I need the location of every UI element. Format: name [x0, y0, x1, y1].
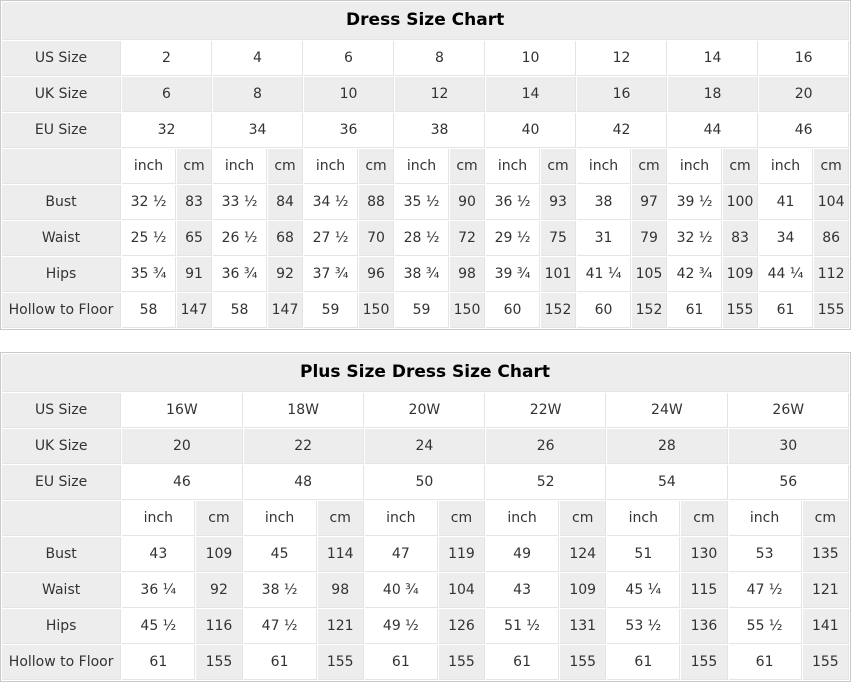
measurement-inch-cell: 53	[729, 537, 802, 572]
measurement-cm-cell: 116	[196, 609, 242, 644]
measurement-cm-cell: 121	[318, 609, 364, 644]
measurement-inch-cell: 44 ¼	[759, 257, 813, 292]
measurement-row	[2, 257, 849, 292]
measurement-inch-cell: 38	[577, 185, 631, 220]
unit-row	[2, 501, 849, 536]
dress-size-chart-table	[0, 0, 851, 330]
measurement-inch-cell: 49	[486, 537, 559, 572]
size-value-cell: 32	[122, 113, 212, 148]
measurement-cm-cell: 114	[318, 537, 364, 572]
size-value-cell: 10	[304, 77, 394, 112]
unit-inch-cell: inch	[365, 501, 438, 536]
measurement-cm-cell: 155	[318, 645, 364, 680]
unit-row-empty-cell	[2, 501, 121, 536]
row-label-cell: Hollow to Floor	[2, 293, 121, 328]
size-row	[2, 41, 849, 76]
size-value-cell: 34	[213, 113, 303, 148]
measurement-row	[2, 645, 849, 680]
size-value-cell: 20	[759, 77, 849, 112]
measurement-inch-cell: 51 ½	[486, 609, 559, 644]
unit-inch-cell: inch	[213, 149, 267, 184]
size-value-cell: 24	[365, 429, 485, 464]
measurement-inch-cell: 45 ½	[122, 609, 195, 644]
measurement-inch-cell: 41	[759, 185, 813, 220]
measurement-inch-cell: 42 ¾	[668, 257, 722, 292]
measurement-inch-cell: 51	[607, 537, 680, 572]
size-value-cell: 56	[729, 465, 849, 500]
measurement-cm-cell: 100	[723, 185, 758, 220]
size-row	[2, 77, 849, 112]
measurement-cm-cell: 126	[439, 609, 485, 644]
size-value-cell: 38	[395, 113, 485, 148]
plus-size-chart-table	[0, 352, 851, 682]
measurement-cm-cell: 155	[814, 293, 849, 328]
measurement-cm-cell: 131	[560, 609, 606, 644]
size-value-cell: 6	[304, 41, 394, 76]
measurement-cm-cell: 135	[803, 537, 849, 572]
measurement-cm-cell: 98	[450, 257, 485, 292]
unit-cm-cell: cm	[723, 149, 758, 184]
measurement-cm-cell: 155	[560, 645, 606, 680]
measurement-inch-cell: 47 ½	[729, 573, 802, 608]
measurement-cm-cell: 104	[439, 573, 485, 608]
measurement-row	[2, 221, 849, 256]
unit-cm-cell: cm	[359, 149, 394, 184]
size-value-cell: 8	[395, 41, 485, 76]
unit-cm-cell: cm	[541, 149, 576, 184]
measurement-row	[2, 537, 849, 572]
measurement-inch-cell: 55 ½	[729, 609, 802, 644]
size-value-cell: 14	[668, 41, 758, 76]
row-label-cell: Waist	[2, 221, 121, 256]
measurement-inch-cell: 61	[668, 293, 722, 328]
size-value-cell: 30	[729, 429, 849, 464]
size-value-cell: 8	[213, 77, 303, 112]
measurement-cm-cell: 112	[814, 257, 849, 292]
unit-inch-cell: inch	[577, 149, 631, 184]
measurement-inch-cell: 37 ¾	[304, 257, 358, 292]
measurement-inch-cell: 61	[759, 293, 813, 328]
unit-inch-cell: inch	[486, 501, 559, 536]
measurement-cm-cell: 119	[439, 537, 485, 572]
measurement-cm-cell: 68	[268, 221, 303, 256]
measurement-inch-cell: 43	[486, 573, 559, 608]
size-value-cell: 50	[365, 465, 485, 500]
size-value-cell: 46	[122, 465, 242, 500]
size-value-cell: 40	[486, 113, 576, 148]
measurement-cm-cell: 152	[541, 293, 576, 328]
measurement-inch-cell: 58	[122, 293, 176, 328]
measurement-inch-cell: 28 ½	[395, 221, 449, 256]
size-value-cell: 14	[486, 77, 576, 112]
measurement-cm-cell: 155	[196, 645, 242, 680]
size-value-cell: 22	[244, 429, 364, 464]
table-title: Dress Size Chart	[2, 2, 849, 40]
row-label-cell: EU Size	[2, 113, 121, 148]
unit-inch-cell: inch	[759, 149, 813, 184]
measurement-cm-cell: 97	[632, 185, 667, 220]
size-value-cell: 20W	[365, 393, 485, 428]
unit-inch-cell: inch	[395, 149, 449, 184]
size-row	[2, 113, 849, 148]
unit-row	[2, 149, 849, 184]
measurement-cm-cell: 155	[723, 293, 758, 328]
measurement-cm-cell: 124	[560, 537, 606, 572]
unit-cm-cell: cm	[450, 149, 485, 184]
size-value-cell: 42	[577, 113, 667, 148]
size-value-cell: 52	[486, 465, 606, 500]
size-value-cell: 12	[577, 41, 667, 76]
size-value-cell: 22W	[486, 393, 606, 428]
dress-size-chart-section	[0, 0, 851, 330]
row-label-cell: Bust	[2, 185, 121, 220]
measurement-cm-cell: 101	[541, 257, 576, 292]
measurement-inch-cell: 61	[365, 645, 438, 680]
size-row	[2, 393, 849, 428]
measurement-inch-cell: 27 ½	[304, 221, 358, 256]
unit-inch-cell: inch	[486, 149, 540, 184]
measurement-inch-cell: 47	[365, 537, 438, 572]
measurement-cm-cell: 155	[681, 645, 727, 680]
unit-inch-cell: inch	[668, 149, 722, 184]
measurement-cm-cell: 104	[814, 185, 849, 220]
measurement-inch-cell: 31	[577, 221, 631, 256]
measurement-inch-cell: 29 ½	[486, 221, 540, 256]
measurement-inch-cell: 61	[729, 645, 802, 680]
measurement-inch-cell: 53 ½	[607, 609, 680, 644]
unit-inch-cell: inch	[607, 501, 680, 536]
measurement-inch-cell: 45 ¼	[607, 573, 680, 608]
measurement-inch-cell: 58	[213, 293, 267, 328]
measurement-inch-cell: 40 ¾	[365, 573, 438, 608]
measurement-cm-cell: 147	[268, 293, 303, 328]
unit-inch-cell: inch	[122, 149, 176, 184]
measurement-cm-cell: 105	[632, 257, 667, 292]
size-value-cell: 46	[759, 113, 849, 148]
unit-inch-cell: inch	[729, 501, 802, 536]
measurement-cm-cell: 65	[177, 221, 212, 256]
size-row	[2, 465, 849, 500]
measurement-cm-cell: 109	[723, 257, 758, 292]
size-value-cell: 54	[607, 465, 727, 500]
measurement-cm-cell: 147	[177, 293, 212, 328]
measurement-cm-cell: 93	[541, 185, 576, 220]
measurement-row	[2, 293, 849, 328]
table-title: Plus Size Dress Size Chart	[2, 354, 849, 392]
measurement-cm-cell: 88	[359, 185, 394, 220]
row-label-cell: Hollow to Floor	[2, 645, 121, 680]
size-value-cell: 10	[486, 41, 576, 76]
measurement-cm-cell: 92	[196, 573, 242, 608]
size-value-cell: 20	[122, 429, 242, 464]
measurement-inch-cell: 61	[486, 645, 559, 680]
measurement-inch-cell: 35 ½	[395, 185, 449, 220]
measurement-inch-cell: 59	[395, 293, 449, 328]
measurement-cm-cell: 136	[681, 609, 727, 644]
measurement-inch-cell: 38 ¾	[395, 257, 449, 292]
size-value-cell: 12	[395, 77, 485, 112]
measurement-inch-cell: 26 ½	[213, 221, 267, 256]
measurement-cm-cell: 83	[723, 221, 758, 256]
measurement-row	[2, 573, 849, 608]
measurement-inch-cell: 49 ½	[365, 609, 438, 644]
measurement-row	[2, 609, 849, 644]
row-label-cell: UK Size	[2, 429, 121, 464]
size-row	[2, 429, 849, 464]
measurement-inch-cell: 36 ¾	[213, 257, 267, 292]
measurement-cm-cell: 141	[803, 609, 849, 644]
row-label-cell: US Size	[2, 393, 121, 428]
unit-cm-cell: cm	[196, 501, 242, 536]
measurement-cm-cell: 86	[814, 221, 849, 256]
size-value-cell: 16	[759, 41, 849, 76]
row-label-cell: Waist	[2, 573, 121, 608]
measurement-inch-cell: 36 ½	[486, 185, 540, 220]
measurement-cm-cell: 91	[177, 257, 212, 292]
measurement-cm-cell: 90	[450, 185, 485, 220]
unit-cm-cell: cm	[803, 501, 849, 536]
unit-cm-cell: cm	[177, 149, 212, 184]
row-label-cell: US Size	[2, 41, 121, 76]
measurement-inch-cell: 35 ¾	[122, 257, 176, 292]
unit-row-empty-cell	[2, 149, 121, 184]
measurement-inch-cell: 41 ¼	[577, 257, 631, 292]
size-value-cell: 44	[668, 113, 758, 148]
size-value-cell: 26	[486, 429, 606, 464]
size-value-cell: 28	[607, 429, 727, 464]
measurement-inch-cell: 32 ½	[668, 221, 722, 256]
measurement-cm-cell: 72	[450, 221, 485, 256]
measurement-inch-cell: 38 ½	[244, 573, 317, 608]
measurement-inch-cell: 60	[486, 293, 540, 328]
row-label-cell: EU Size	[2, 465, 121, 500]
row-label-cell: Hips	[2, 257, 121, 292]
row-label-cell: Hips	[2, 609, 121, 644]
unit-cm-cell: cm	[560, 501, 606, 536]
measurement-row	[2, 185, 849, 220]
measurement-inch-cell: 60	[577, 293, 631, 328]
size-value-cell: 16W	[122, 393, 242, 428]
measurement-inch-cell: 25 ½	[122, 221, 176, 256]
size-value-cell: 18	[668, 77, 758, 112]
row-label-cell: Bust	[2, 537, 121, 572]
measurement-cm-cell: 75	[541, 221, 576, 256]
measurement-cm-cell: 84	[268, 185, 303, 220]
measurement-inch-cell: 61	[244, 645, 317, 680]
unit-cm-cell: cm	[268, 149, 303, 184]
measurement-inch-cell: 36 ¼	[122, 573, 195, 608]
table-title-row	[2, 2, 849, 40]
measurement-cm-cell: 70	[359, 221, 394, 256]
measurement-cm-cell: 115	[681, 573, 727, 608]
measurement-cm-cell: 152	[632, 293, 667, 328]
size-value-cell: 36	[304, 113, 394, 148]
measurement-cm-cell: 92	[268, 257, 303, 292]
size-value-cell: 18W	[244, 393, 364, 428]
measurement-inch-cell: 34 ½	[304, 185, 358, 220]
measurement-cm-cell: 130	[681, 537, 727, 572]
measurement-cm-cell: 150	[450, 293, 485, 328]
measurement-cm-cell: 109	[196, 537, 242, 572]
measurement-cm-cell: 155	[439, 645, 485, 680]
unit-inch-cell: inch	[244, 501, 317, 536]
measurement-cm-cell: 98	[318, 573, 364, 608]
unit-cm-cell: cm	[439, 501, 485, 536]
measurement-inch-cell: 39 ¾	[486, 257, 540, 292]
measurement-inch-cell: 61	[122, 645, 195, 680]
table-title-row	[2, 354, 849, 392]
measurement-inch-cell: 43	[122, 537, 195, 572]
measurement-cm-cell: 121	[803, 573, 849, 608]
unit-cm-cell: cm	[681, 501, 727, 536]
unit-cm-cell: cm	[814, 149, 849, 184]
measurement-inch-cell: 32 ½	[122, 185, 176, 220]
measurement-cm-cell: 150	[359, 293, 394, 328]
plus-size-chart-section	[0, 352, 851, 682]
measurement-inch-cell: 61	[607, 645, 680, 680]
size-value-cell: 6	[122, 77, 212, 112]
size-value-cell: 24W	[607, 393, 727, 428]
measurement-inch-cell: 33 ½	[213, 185, 267, 220]
measurement-inch-cell: 59	[304, 293, 358, 328]
size-value-cell: 48	[244, 465, 364, 500]
measurement-cm-cell: 109	[560, 573, 606, 608]
measurement-inch-cell: 45	[244, 537, 317, 572]
measurement-cm-cell: 83	[177, 185, 212, 220]
size-value-cell: 2	[122, 41, 212, 76]
measurement-inch-cell: 34	[759, 221, 813, 256]
unit-cm-cell: cm	[318, 501, 364, 536]
measurement-cm-cell: 155	[803, 645, 849, 680]
size-value-cell: 16	[577, 77, 667, 112]
measurement-inch-cell: 47 ½	[244, 609, 317, 644]
row-label-cell: UK Size	[2, 77, 121, 112]
unit-inch-cell: inch	[122, 501, 195, 536]
unit-inch-cell: inch	[304, 149, 358, 184]
measurement-inch-cell: 39 ½	[668, 185, 722, 220]
size-value-cell: 4	[213, 41, 303, 76]
size-value-cell: 26W	[729, 393, 849, 428]
measurement-cm-cell: 79	[632, 221, 667, 256]
unit-cm-cell: cm	[632, 149, 667, 184]
measurement-cm-cell: 96	[359, 257, 394, 292]
